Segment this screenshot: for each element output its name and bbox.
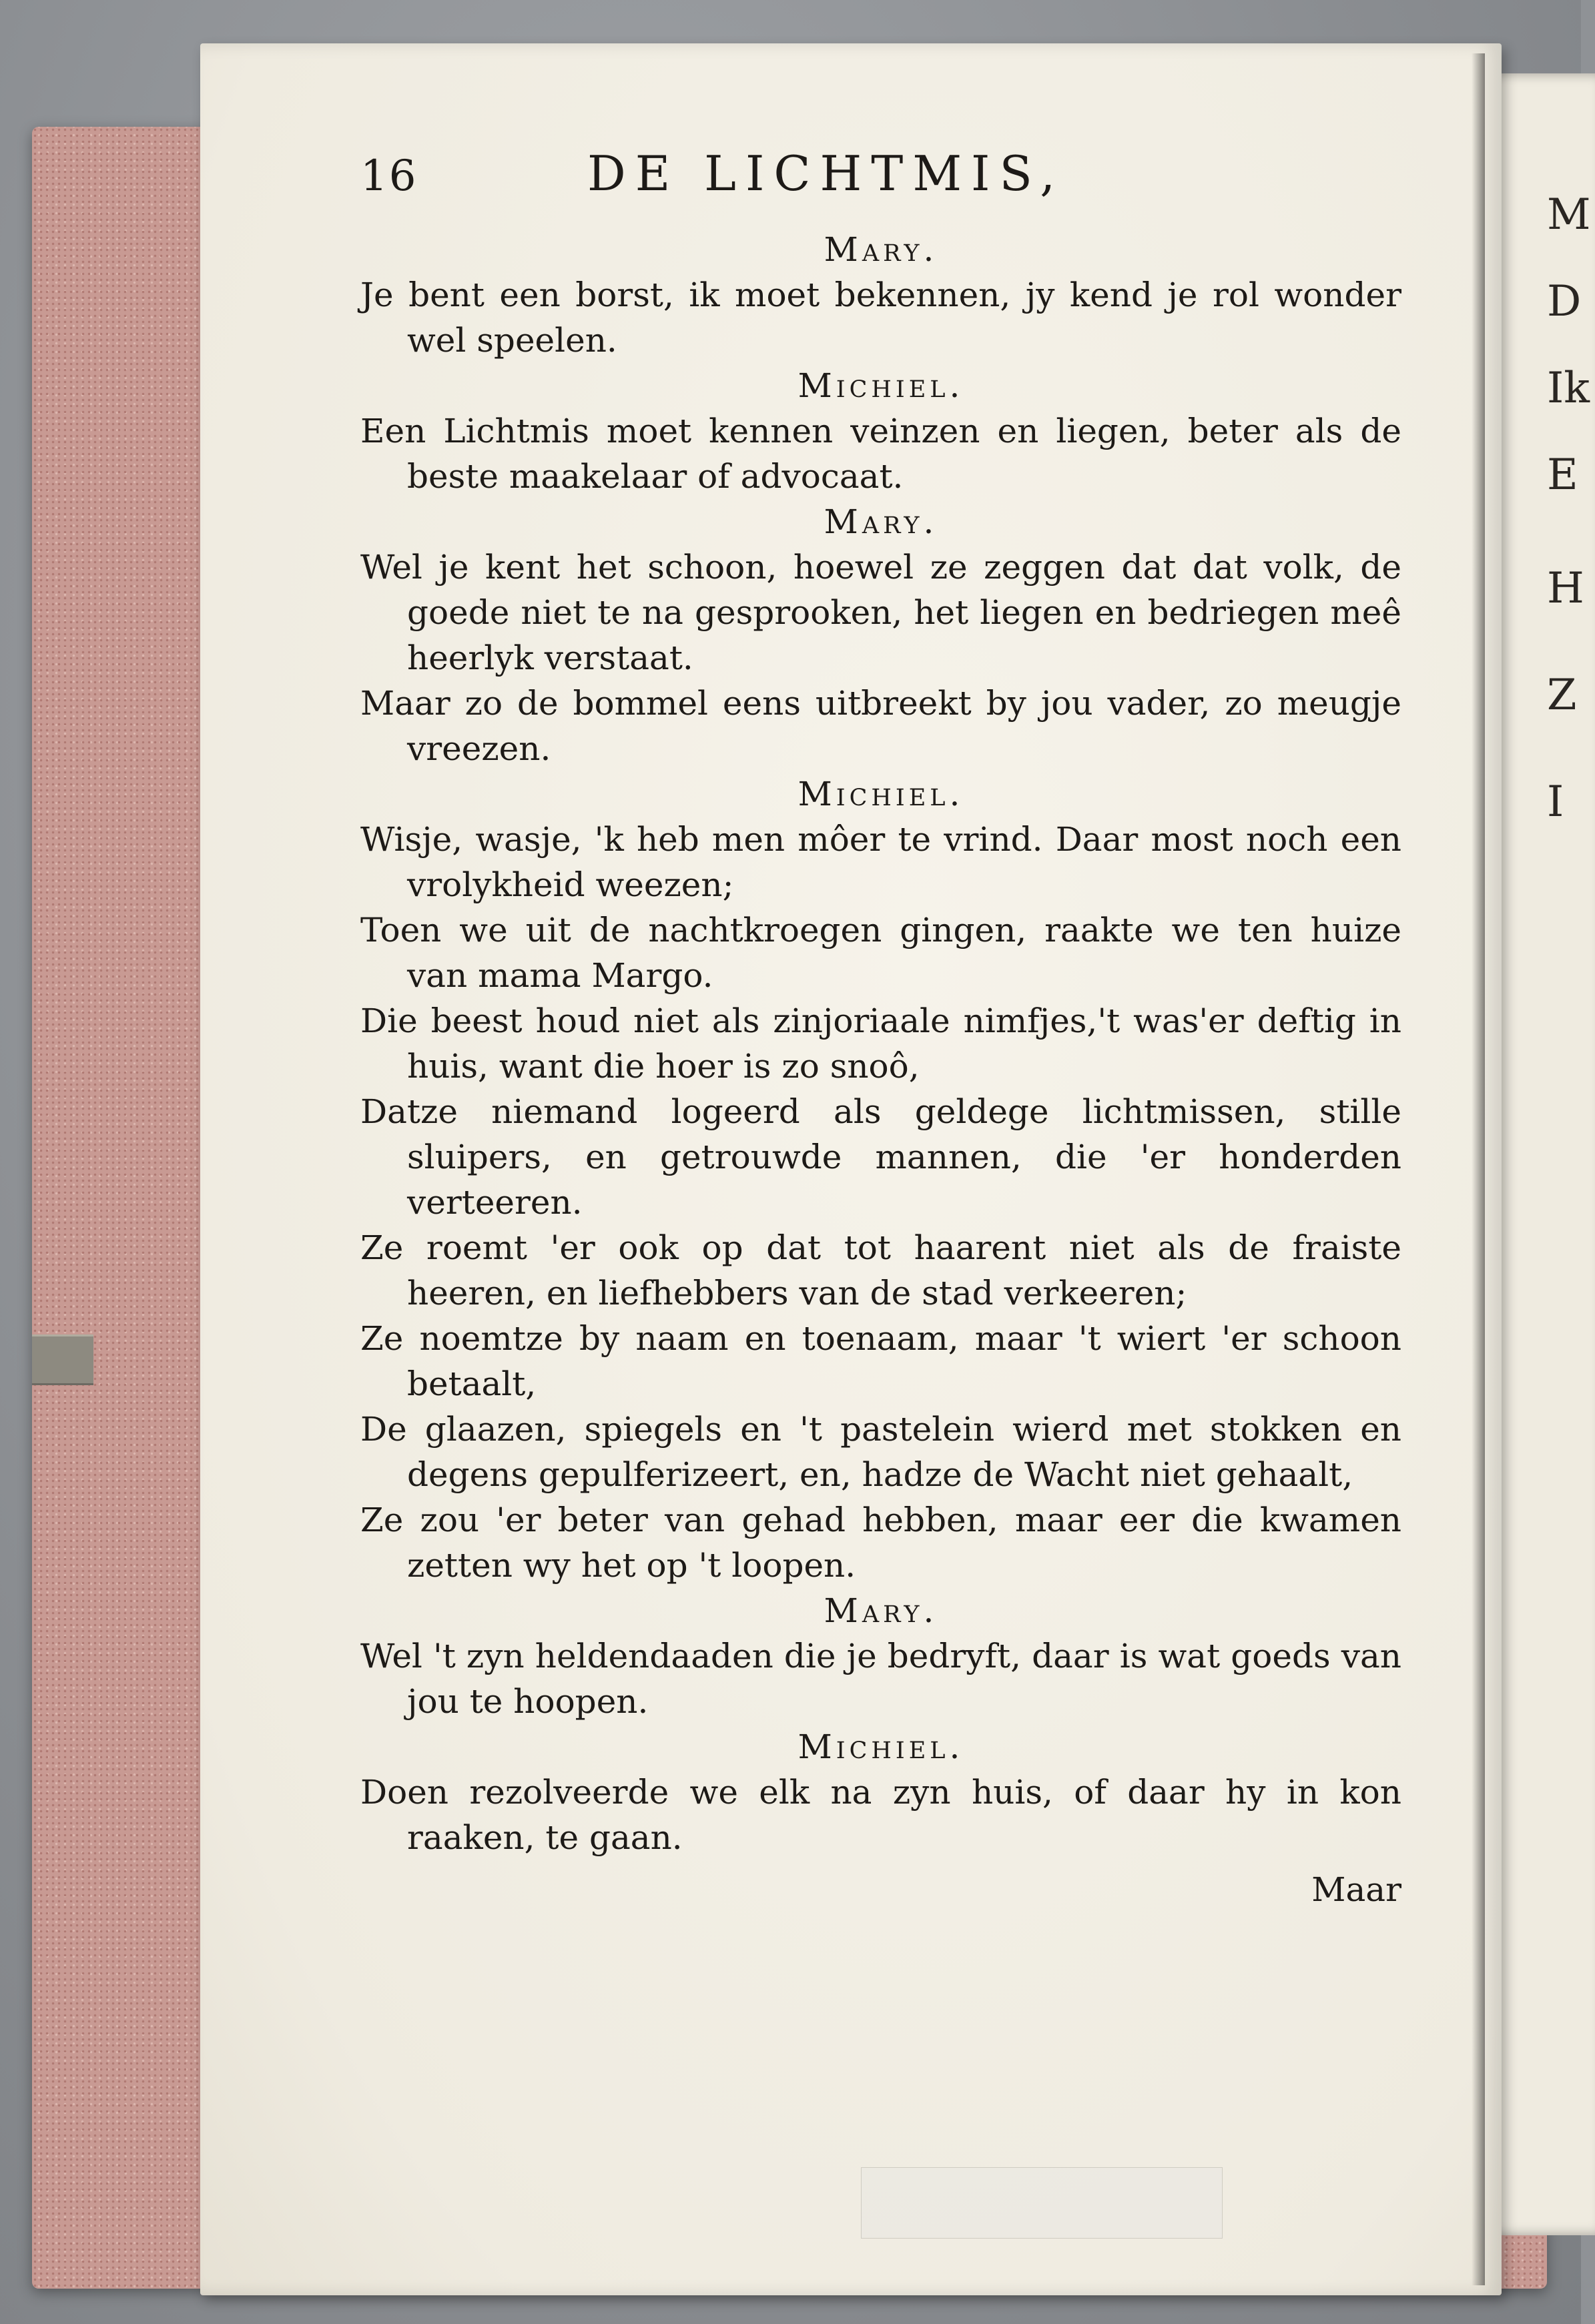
- speech-paragraph: Een Lichtmis moet kennen veinzen en liegen, beter als de beste maakelaar of advocaat.: [360, 412, 1401, 496]
- page-text: [360, 145, 1401, 1912]
- speech-paragraph: Doen rezolveerde we elk na zyn huis, of daar hy in kon raaken, te gaan.: [360, 1773, 1401, 1857]
- facing-page-letter: Z: [1547, 671, 1577, 720]
- speech-paragraph: Datze niemand logeerd als geldege lichtmissen, stille sluipers, en getrouwde mannen, die 'er honderden verteeren.: [360, 1092, 1401, 1222]
- page-gutter-shadow: [1472, 53, 1485, 2285]
- catchword: Maar: [1311, 1870, 1401, 1909]
- speech-paragraph: Ze zou 'er beter van gehad hebben, maar eer die kwamen zetten wy het op 't loopen.: [360, 1501, 1401, 1585]
- speech-paragraph: Die beest houd niet als zinjoriaale nimfjes,'t was'er deftig in huis, want die hoer is zo snoô,: [360, 1002, 1401, 1086]
- speech-paragraph: Wisje, wasje, 'k heb men môer te vrind. Daar most noch een vrolykheid weezen;: [360, 820, 1401, 904]
- speech-paragraph: Je bent een borst, ik moet bekennen, jy kend je rol wonder wel speelen.: [360, 276, 1401, 360]
- speech-paragraph: De glaazen, spiegels en 't pastelein wierd met stokken en degens gepulferizeert, en, hadze de Wacht niet gehaalt,: [360, 1410, 1401, 1494]
- speech-paragraph: Ze roemt 'er ook op dat tot haarent niet als de fraiste heeren, en liefhebbers van de stad verkeeren;: [360, 1228, 1401, 1312]
- speech-paragraph: Maar zo de bommel eens uitbreekt by jou vader, zo meugje vreezen.: [360, 684, 1401, 768]
- cover-band: [32, 1334, 93, 1385]
- facing-page-letter: I: [1547, 777, 1564, 827]
- speaker-name: Michiel.: [798, 775, 964, 813]
- speech-paragraph: Wel 't zyn heldendaaden die je bedryft, daar is wat goeds van jou te hoopen.: [360, 1637, 1401, 1721]
- facing-page-letter: Ik: [1547, 364, 1590, 413]
- tape-strip: [861, 2167, 1223, 2239]
- speech-paragraph: Ze noemtze by naam en toenaam, maar 't wiert 'er schoon betaalt,: [360, 1319, 1401, 1403]
- speaker-name: Michiel.: [798, 1727, 964, 1766]
- facing-page-letter: D: [1547, 277, 1582, 326]
- speech-paragraph: Wel je kent het schoon, hoewel ze zeggen dat dat volk, de goede niet te na gesprooken, het liegen en bedriegen meê heerlyk verstaat.: [360, 548, 1401, 677]
- facing-page-letter: M: [1547, 190, 1591, 240]
- page-header: [360, 145, 1401, 227]
- speaker-name: Mary.: [824, 502, 938, 541]
- speech-paragraph: Toen we uit de nachtkroegen gingen, raakte we ten huize van mama Margo.: [360, 911, 1401, 995]
- running-title: DE LICHTMIS,: [587, 145, 1065, 202]
- page-number: 16: [360, 151, 418, 201]
- speaker-name: Mary.: [824, 230, 938, 269]
- facing-page-letter: E: [1547, 450, 1578, 500]
- facing-page-letter: H: [1547, 564, 1584, 613]
- speaker-name: Michiel.: [798, 366, 964, 405]
- speaker-name: Mary.: [824, 1591, 938, 1630]
- dialogue: [360, 227, 1401, 1860]
